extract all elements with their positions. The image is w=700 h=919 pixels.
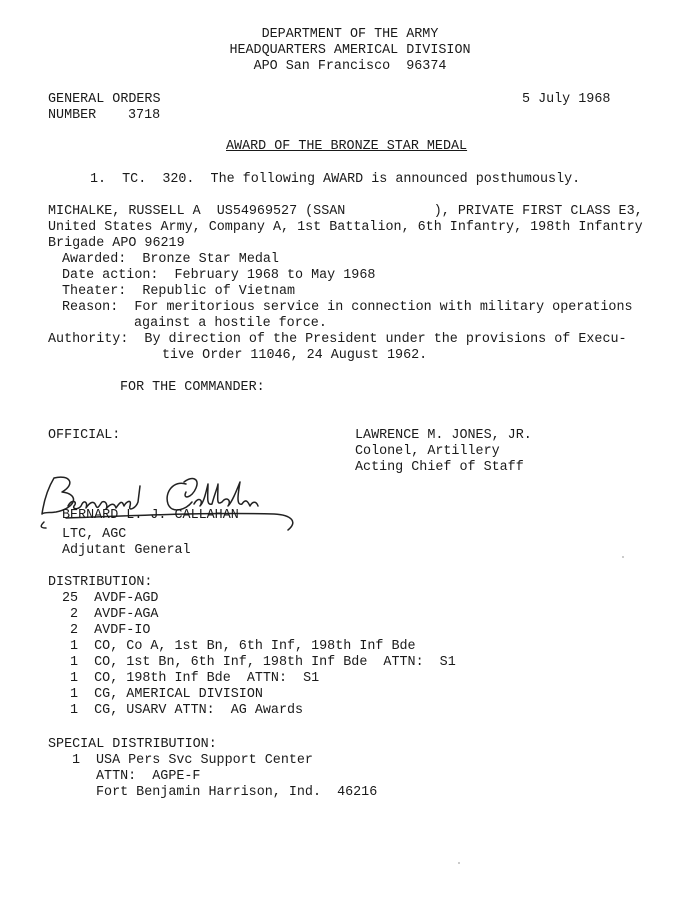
orders-number: 3718	[128, 108, 161, 123]
orders-number-label: NUMBER	[48, 108, 97, 123]
scan-speck	[458, 862, 460, 864]
adjutant-rank: LTC, AGC	[62, 527, 127, 542]
special-distribution-line: USA Pers Svc Support Center	[96, 753, 313, 768]
theater-line: Theater: Republic of Vietnam	[62, 284, 296, 299]
official-label: OFFICIAL:	[48, 428, 121, 443]
adjutant-title: Adjutant General	[62, 543, 191, 558]
adjutant-name: BERNARD L. J. CALLAHAN	[62, 508, 239, 523]
authority-line-1: Authority: By direction of the President under the provisions of Execu-	[48, 332, 627, 347]
scan-speck	[622, 556, 624, 558]
distribution-item: 1 CO, Co A, 1st Bn, 6th Inf, 198th Inf Bde	[62, 639, 416, 654]
special-distribution-count: 1	[72, 753, 81, 768]
chief-of-staff-name: LAWRENCE M. JONES, JR.	[355, 428, 532, 443]
recipient-line-3: Brigade APO 96219	[48, 236, 185, 251]
authority-line-2: tive Order 11046, 24 August 1962.	[162, 348, 428, 363]
reason-line-1: Reason: For meritorious service in connection with military operations	[62, 300, 633, 315]
distribution-item: 1 CO, 1st Bn, 6th Inf, 198th Inf Bde ATTN: S1	[62, 655, 456, 670]
awarded-line: Awarded: Bronze Star Medal	[62, 252, 279, 267]
distribution-item: 25 AVDF-AGD	[62, 591, 159, 606]
letterhead-department: DEPARTMENT OF THE ARMY	[261, 27, 439, 42]
letterhead-headquarters: HEADQUARTERS AMERICAL DIVISION	[229, 43, 471, 58]
distribution-item: 1 CO, 198th Inf Bde ATTN: S1	[62, 671, 320, 686]
chief-of-staff-rank: Colonel, Artillery	[355, 444, 500, 459]
recipient-line-2: United States Army, Company A, 1st Battalion, 6th Infantry, 198th Infantry	[48, 220, 643, 235]
distribution-heading: DISTRIBUTION:	[48, 575, 153, 590]
reason-line-2: against a hostile force.	[134, 316, 327, 331]
award-announcement: 1. TC. 320. The following AWARD is announced posthumously.	[90, 172, 581, 187]
orders-date: 5 July 1968	[522, 92, 611, 107]
special-distribution-heading: SPECIAL DISTRIBUTION:	[48, 737, 217, 752]
letterhead-apo: APO San Francisco 96374	[253, 59, 447, 74]
distribution-item: 1 CG, USARV ATTN: AG Awards	[62, 703, 304, 718]
recipient-line-1: MICHALKE, RUSSELL A US54969527 (SSAN ), PRIVATE FIRST CLASS E3,	[48, 204, 643, 219]
special-distribution-line: ATTN: AGPE-F	[96, 769, 201, 784]
chief-of-staff-title: Acting Chief of Staff	[355, 460, 524, 475]
distribution-item: 2 AVDF-IO	[62, 623, 151, 638]
for-the-commander: FOR THE COMMANDER:	[120, 380, 265, 395]
special-distribution-line: Fort Benjamin Harrison, Ind. 46216	[96, 785, 378, 800]
distribution-item: 2 AVDF-AGA	[62, 607, 159, 622]
document-title: AWARD OF THE BRONZE STAR MEDAL	[226, 139, 468, 154]
general-orders-label: GENERAL ORDERS	[48, 92, 161, 107]
distribution-item: 1 CG, AMERICAL DIVISION	[62, 687, 263, 702]
date-action-line: Date action: February 1968 to May 1968	[62, 268, 376, 283]
